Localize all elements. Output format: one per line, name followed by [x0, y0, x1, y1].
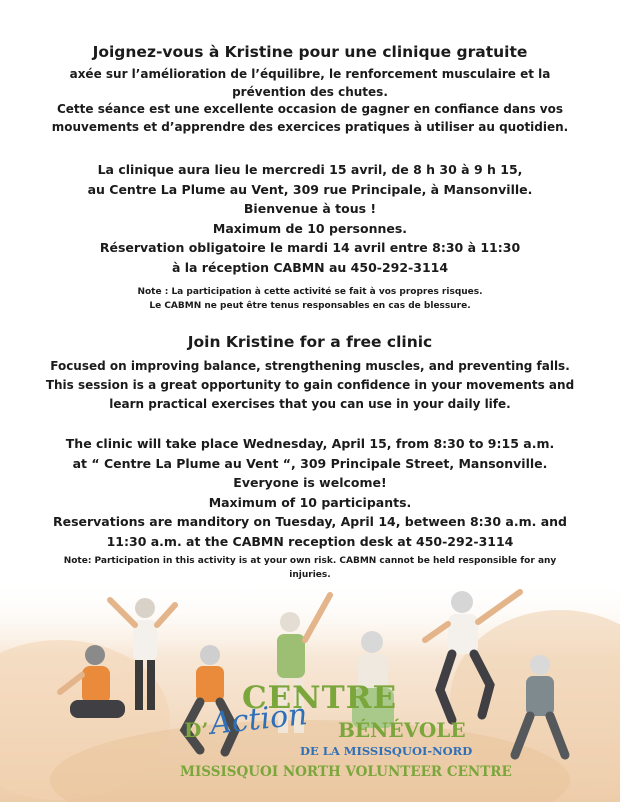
- logo-missisquoi-nord: DE LA MISSISQUOI-NORD: [300, 744, 473, 758]
- french-info-line: à la réception CABMN au 450-292-3114: [171, 259, 449, 275]
- french-intro-line: mouvements et d’apprendre des exercices pratiques à utiliser au quotidien.: [51, 119, 569, 134]
- french-note: [40, 286, 580, 313]
- english-note-line: injuries.: [289, 569, 331, 580]
- english-intro-line: learn practical exercises that you can use in your daily life.: [109, 397, 511, 411]
- english-info-line: Maximum of 10 participants.: [208, 494, 412, 510]
- english-info-line: at “ Centre La Plume au Vent “, 309 Principale Street, Mansonville.: [72, 455, 548, 471]
- english-intro-line: Focused on improving balance, strengthening muscles, and preventing falls.: [50, 359, 570, 373]
- french-intro-line: prévention des chutes.: [232, 84, 388, 99]
- english-event-info: [40, 434, 580, 551]
- french-intro-line: Cette séance est une excellente occasion de gagner en confiance dans vos: [56, 102, 563, 116]
- french-note-line: Le CABMN ne peut être tenus responsables en cas de blessure.: [149, 300, 471, 311]
- logo-benevole-word: BÉNÉVOLE: [338, 718, 466, 742]
- french-note-line: Note : La participation à cette activité se fait à vos propres risques.: [137, 287, 483, 297]
- english-info-line: Everyone is welcome!: [233, 475, 387, 490]
- english-info-line: The clinic will take place Wednesday, April 15, from 8:30 to 9:15 a.m.: [65, 436, 555, 451]
- french-info-line: Bienvenue à tous !: [243, 201, 377, 216]
- logo-english-name: MISSISQUOI NORTH VOLUNTEER CENTRE: [180, 764, 512, 780]
- logo-action-word: Action: [208, 697, 310, 742]
- english-intro-line: This session is a great opportunity to gain confidence in your movements and: [45, 378, 575, 392]
- english-title: [40, 333, 580, 351]
- english-info-line: 11:30 a.m. at the CABMN reception desk at 450-292-3114: [106, 533, 514, 549]
- french-info-line: Réservation obligatoire le mardi 14 avril entre 8:30 à 11:30: [99, 240, 521, 255]
- english-intro: [40, 357, 580, 414]
- french-intro: [40, 66, 580, 136]
- english-note-line: Note: Participation in this activity is at your own risk. CABMN cannot be held responsible for any: [63, 556, 557, 566]
- french-title-text: Joignez-vous à Kristine pour une clinique gratuite: [92, 43, 528, 61]
- english-note: [40, 555, 580, 582]
- french-event-info: [40, 160, 580, 277]
- french-intro-line: axée sur l’amélioration de l’équilibre, le renforcement musculaire et la: [69, 67, 551, 81]
- french-title: [40, 43, 580, 61]
- english-title-text: Join Kristine for a free clinic: [187, 333, 433, 351]
- french-info-line: La clinique aura lieu le mercredi 15 avril, de 8 h 30 à 9 h 15,: [97, 162, 523, 177]
- french-info-line: Maximum de 10 personnes.: [212, 220, 408, 236]
- logo-centre-word: CENTRE: [242, 680, 398, 716]
- logo-d-word: D’: [184, 718, 209, 742]
- english-info-line: Reservations are manditory on Tuesday, April 14, between 8:30 a.m. and: [52, 514, 568, 529]
- french-info-line: au Centre La Plume au Vent, 309 rue Principale, à Mansonville.: [87, 181, 533, 197]
- cabmn-logo: [180, 680, 512, 790]
